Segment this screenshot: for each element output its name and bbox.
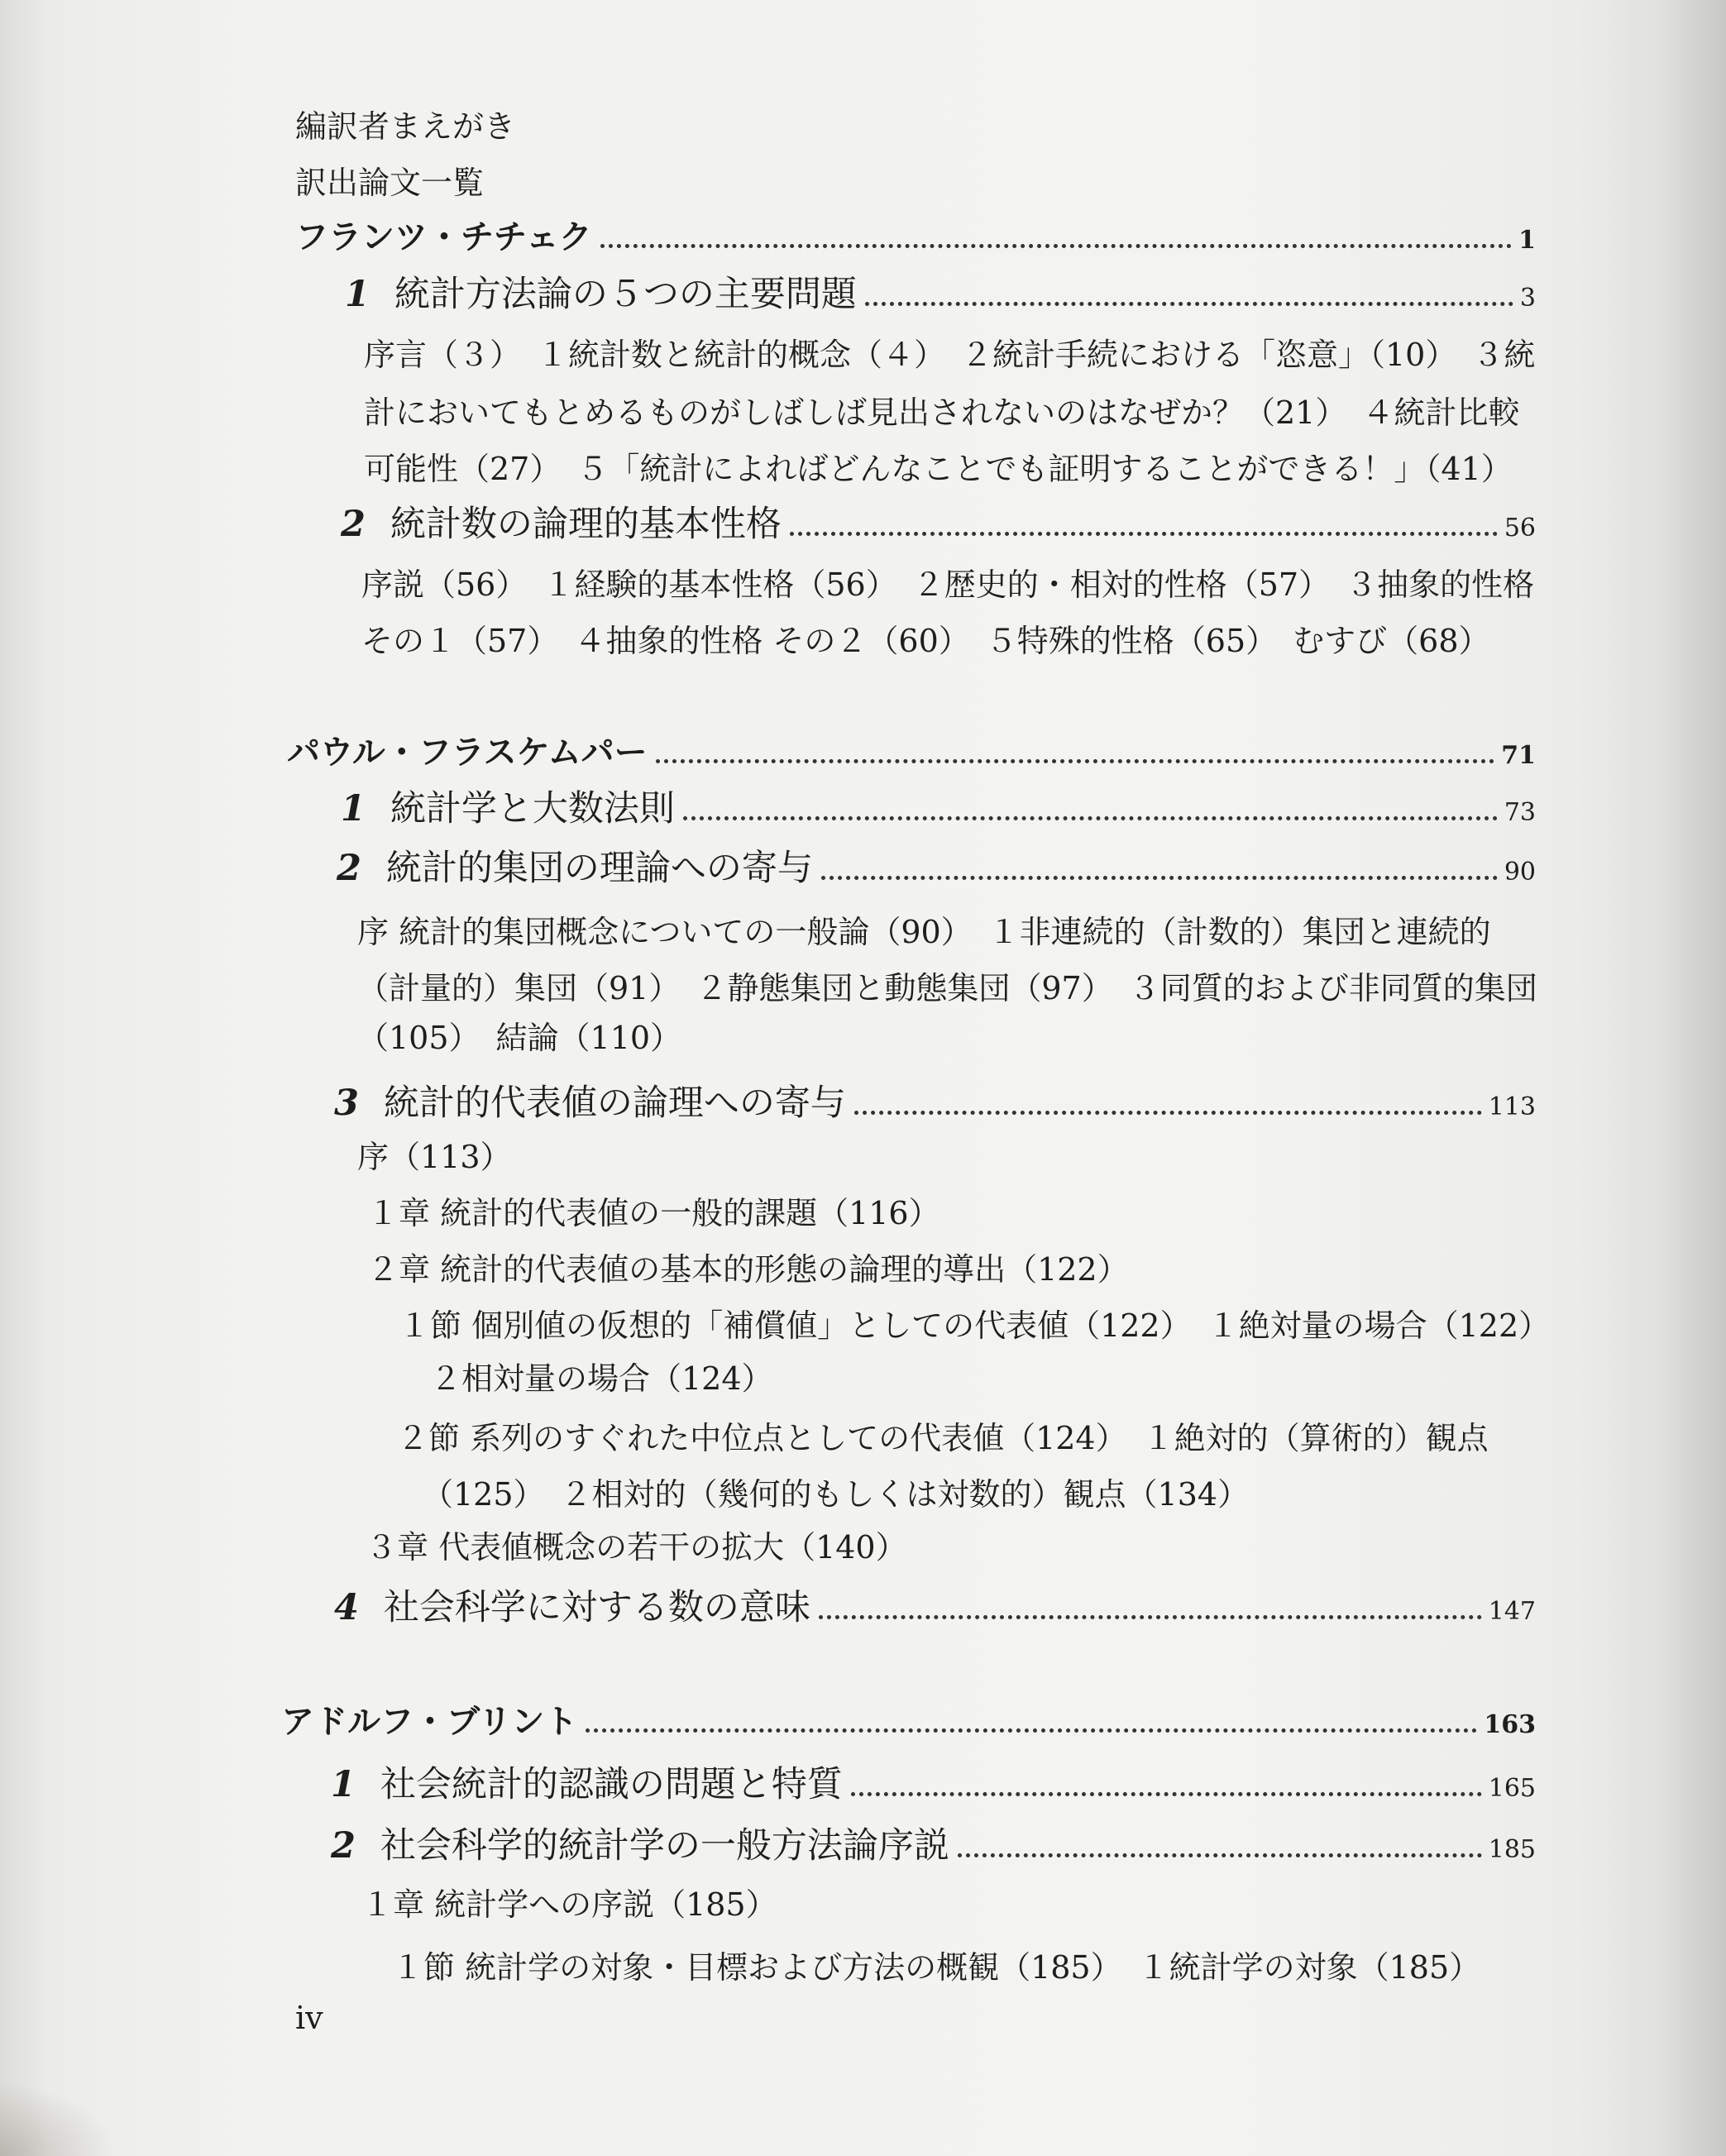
chapter-detail-line: ２節 系列のすぐれた中位点としての代表値（124） １絶対的（算術的）観点	[397, 1420, 1489, 1456]
author-name: アドルフ・ブリント	[281, 1702, 578, 1741]
author-name: フランツ・チチェク	[295, 218, 592, 256]
toc-chapter-entry	[341, 496, 1536, 547]
chapter-detail-line: 序 統計的集団概念についての一般論（90） １非連続的（計数的）集団と連続的	[357, 914, 1491, 950]
chapter-number: 1	[331, 1764, 356, 1805]
chapter-title: 社会科学的統計学の一般方法論序説	[380, 1825, 949, 1867]
finger-shadow	[0, 2082, 116, 2156]
chapter-detail-line: 可能性（27） ５「統計によればどんなことでも証明することができる！」（41）	[364, 451, 1513, 487]
chapter-detail-line: ２相対量の場合（124）	[430, 1360, 773, 1397]
chapter-detail-line: １章 統計的代表値の一般的課題（116）	[367, 1195, 940, 1231]
chapter-title: 統計方法論の５つの主要問題	[394, 274, 857, 315]
chapter-title: 統計数の論理的基本性格	[390, 504, 782, 545]
leader-dots	[865, 302, 1513, 306]
toc-chapter-entry	[331, 1757, 1536, 1807]
chapter-title: 社会科学に対する数の意味	[383, 1587, 810, 1628]
chapter-title: 社会統計的認識の問題と特質	[380, 1764, 843, 1805]
chapter-number: 2	[331, 1825, 356, 1867]
leader-dots	[851, 1792, 1482, 1796]
page-number: 147	[1488, 1597, 1536, 1626]
chapter-number: 1	[341, 788, 366, 829]
chapter-detail-line: １章 統計学への序説（185）	[361, 1886, 777, 1923]
leader-dots	[790, 532, 1498, 536]
chapter-number: 3	[334, 1083, 359, 1124]
chapter-number: 4	[334, 1587, 359, 1628]
front-matter-list: 訳出論文一覧	[295, 165, 485, 201]
chapter-detail-line: ２章 統計的代表値の基本的形態の論理的導出（122）	[367, 1251, 1129, 1288]
page-number: 3	[1519, 284, 1536, 313]
chapter-detail-line: 序説（56） １経験的基本性格（56） ２歴史的・相対的性格（57） ３抽象的性格	[361, 566, 1535, 603]
toc-chapter-entry	[345, 266, 1536, 317]
page-number: 113	[1488, 1092, 1536, 1121]
toc-chapter-entry	[334, 1075, 1536, 1126]
chapter-detail-line: １節 統計学の対象・目標および方法の概観（185） １統計学の対象（185）	[392, 1949, 1481, 1986]
toc-author-entry	[295, 211, 1536, 258]
chapter-detail-line: 計においてもとめるものがしばしば見出されないのはなぜか？（21） ４統計比較	[364, 394, 1520, 431]
page-number: 90	[1504, 858, 1536, 887]
chapter-detail-line: その１（57） ４抽象的性格 その２（60） ５特殊的性格（65） むすび（68）	[361, 623, 1490, 659]
chapter-detail-line: （125） ２相対的（幾何的もしくは対数的）観点（134）	[422, 1476, 1250, 1513]
leader-dots	[683, 816, 1498, 820]
leader-dots	[586, 1728, 1477, 1733]
page-number: 185	[1488, 1835, 1536, 1864]
leader-dots	[854, 1111, 1482, 1115]
page-folio: iv	[295, 2000, 323, 2036]
chapter-number: 2	[341, 504, 366, 545]
chapter-detail-line: （105） 結論（110）	[357, 1020, 682, 1056]
page-number: 163	[1484, 1710, 1536, 1739]
page-gutter-shadow	[1660, 0, 1726, 2156]
page-number: 165	[1488, 1774, 1536, 1803]
chapter-detail-line: 序言（３） １統計数と統計的概念（４） ２統計手続における「恣意」（10） ３統	[364, 337, 1536, 373]
toc-chapter-entry	[334, 1580, 1536, 1630]
chapter-detail-line: ３章 代表値概念の若干の拡大（140）	[366, 1529, 907, 1566]
chapter-number: 1	[345, 274, 370, 315]
page-number: 73	[1504, 798, 1536, 827]
front-matter-preface: 編訳者まえがき	[295, 108, 516, 145]
chapter-detail-line: （計量的）集団（91） ２静態集団と動態集団（97） ３同質的および非同質的集団	[357, 970, 1537, 1006]
leader-dots	[656, 759, 1495, 763]
toc-chapter-entry	[341, 781, 1536, 831]
toc-chapter-entry	[331, 1818, 1536, 1868]
chapter-title: 統計学と大数法則	[390, 788, 675, 829]
page-number: 56	[1504, 514, 1536, 543]
chapter-detail-line: 序（113）	[357, 1139, 512, 1175]
toc-author-entry	[281, 1695, 1536, 1742]
chapter-detail-line: １節 個別値の仮想的「補償値」としての代表値（122） １絶対量の場合（122）	[399, 1307, 1551, 1344]
chapter-title: 統計的集団の理論への寄与	[385, 848, 813, 889]
toc-author-entry	[287, 726, 1536, 773]
leader-dots	[821, 876, 1498, 880]
leader-dots	[819, 1615, 1482, 1619]
leader-dots	[600, 244, 1512, 248]
chapter-number: 2	[337, 848, 361, 889]
author-name: パウル・フラスケムパー	[287, 733, 648, 772]
leader-dots	[958, 1853, 1482, 1857]
page-number: 71	[1501, 741, 1536, 770]
chapter-title: 統計的代表値の論理への寄与	[383, 1083, 846, 1124]
toc-chapter-entry	[337, 840, 1536, 891]
page-number: 1	[1518, 226, 1536, 255]
